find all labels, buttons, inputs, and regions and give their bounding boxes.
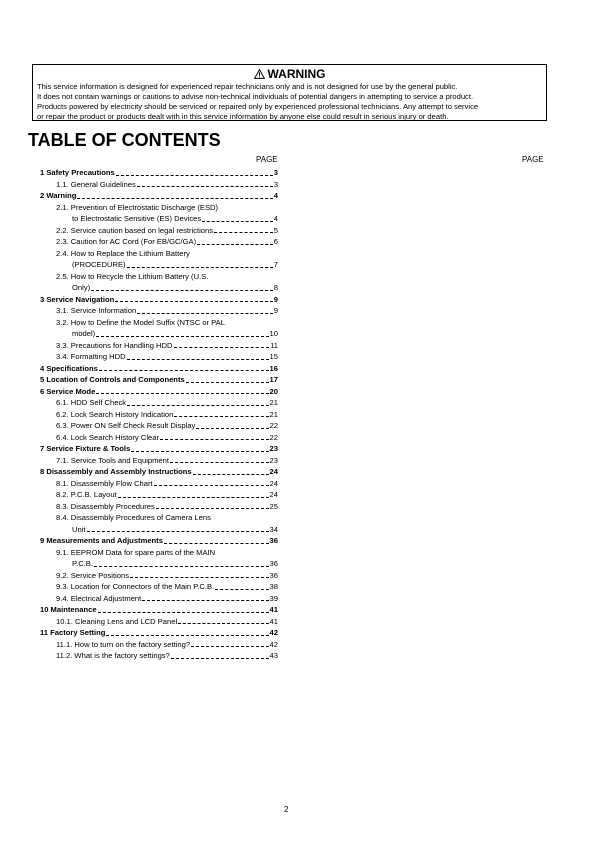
warning-line: It does not contain warnings or cautions to advise non-technical individuals of potential dangers in attempting to service a product. [37, 92, 474, 101]
toc-entry-title: 8 Disassembly and Assembly Instructions [40, 467, 192, 476]
toc-entry-title: 7 Service Fixture & Tools [40, 444, 131, 453]
toc-entry-page: 16 [269, 363, 278, 373]
toc-entry-title: 8.2. P.C.B. Layout [56, 490, 117, 499]
toc-entry-title: 11.2. What is the factory settings? [56, 651, 170, 660]
toc-entry-page: 36 [269, 570, 278, 580]
warning-triangle-icon [254, 69, 265, 79]
toc-entry-line: 2.1. Prevention of Electrostatic Discharge (ESD) [56, 202, 219, 212]
toc-entry[interactable] [32, 259, 278, 271]
toc-entry-title: 3.3. Precautions for Handling HDD [56, 340, 173, 350]
toc-entry-page: 36 [269, 536, 278, 545]
toc-entry-page: 15 [269, 352, 278, 361]
toc-entry-title: 9.4. Electrical Adjustment [56, 593, 142, 603]
toc-entry-page: 4 [273, 214, 278, 223]
toc-entry-title: 1 Safety Precautions [40, 168, 115, 177]
toc-entry-line: 2.5. How to Recycle the Lithium Battery (U.S. [56, 271, 209, 281]
toc-entry-page: 42 [269, 639, 278, 649]
toc-entry-title: model) [72, 329, 96, 338]
toc-entry-page: 4 [273, 191, 278, 200]
toc-list [32, 167, 278, 662]
toc-entry-page: 41 [269, 605, 278, 614]
toc-entry-title: to Electrostatic Sensitive (ES) Devices [72, 214, 202, 223]
toc-entry-page: 24 [269, 490, 278, 499]
warning-title [37, 67, 542, 82]
toc-entry-title: 2.2. Service caution based on legal restrictions [56, 225, 214, 235]
toc-entry-title: 3.4. Formatting HDD [56, 352, 126, 361]
toc-entry-line: 2.4. How to Replace the Lithium Battery [56, 248, 190, 258]
toc-entry-line: 9.1. EEPROM Data for spare parts of the MAIN [56, 547, 216, 557]
toc-entry-page: 11 [270, 340, 278, 350]
toc-entry-title: 6.2. Lock Search History Indication [56, 409, 174, 419]
toc-leader-dots [127, 255, 273, 268]
toc-entry-title: 7.1. Service Tools and Equipment [56, 455, 169, 465]
toc-entry-title: 6.3. Power ON Self Check Result Display [56, 421, 196, 430]
toc-entry[interactable] [32, 501, 278, 513]
toc-entry-page: 24 [269, 478, 278, 488]
toc-entry-title: 9.3. Location for Connectors of the Main P.C.B. [56, 582, 215, 591]
toc-entry-title: (PROCEDURE) [72, 260, 126, 269]
toc-entry-page: 5 [273, 225, 278, 235]
toc-entry-page: 21 [269, 409, 278, 419]
toc-entry-page: 41 [269, 616, 278, 626]
toc-entry-page: 3 [273, 168, 278, 177]
toc-entry-title: 9 Measurements and Adjustments [40, 536, 163, 545]
toc-leader-dots [156, 497, 269, 510]
toc-entry-title: 2 Warning [40, 191, 77, 200]
toc-entry-page: 7 [273, 260, 278, 269]
toc-entry-page: 21 [269, 398, 278, 407]
toc-entry-page: 6 [273, 237, 278, 246]
warning-line: This service information is designed for experienced repair technicians only and is not designed for use by the general public. [37, 82, 458, 91]
toc-entry-page: 38 [269, 582, 278, 591]
toc-heading: TABLE OF CONTENTS [28, 130, 221, 150]
toc-entry-title: 5 Location of Controls and Components [40, 375, 185, 384]
toc-entry-title: 8.3. Disassembly Procedures [56, 501, 155, 511]
toc-entry-page: 36 [269, 559, 278, 568]
toc-entry-page: 25 [269, 501, 278, 511]
toc-entry-title: 3.1. Service Information [56, 306, 137, 315]
toc-entry[interactable] [32, 190, 278, 202]
toc-entry-line: 8.4. Disassembly Procedures of Camera Lens [56, 513, 211, 522]
toc-entry-title: 4 Specifications [40, 363, 98, 373]
toc-entry-title: Unit [72, 524, 86, 534]
toc-entry-page: 9 [273, 306, 278, 315]
toc-entry-page: 24 [269, 467, 278, 476]
toc-entry-page: 39 [269, 593, 278, 603]
warning-line: or repair the product or products dealt with in this service information by anyone else could result in serious injury or death. [37, 112, 449, 121]
toc-entry[interactable] [32, 236, 278, 248]
toc-entry-page: 8 [273, 283, 278, 292]
toc-entry-title: P.C.B. [72, 559, 93, 568]
page-column-label-left: PAGE [256, 155, 278, 164]
toc-entry-page: 3 [273, 179, 278, 189]
toc-entry-title: 11 Factory Setting [40, 628, 106, 637]
toc-entry-title: 11.1. How to turn on the factory setting? [56, 639, 191, 649]
toc-entry-title: 2.3. Caution for AC Cord (For EB/GC/GA) [56, 237, 197, 246]
toc-entry-page: 10 [269, 329, 278, 338]
toc-entry-title: Only) [72, 283, 91, 292]
toc-entry-page: 20 [269, 386, 278, 396]
toc-entry-page: 17 [269, 375, 278, 384]
warning-box [32, 64, 547, 121]
toc-entry-page: 22 [269, 421, 278, 430]
toc-entry-title: 6 Service Mode [40, 386, 96, 396]
toc-entry-page: 23 [269, 444, 278, 453]
toc-entry-title: 1.1. General Guidelines [56, 179, 136, 189]
toc-entry-title: 8.1. Disassembly Flow Chart [56, 478, 153, 488]
toc-entry-page: 34 [269, 524, 278, 534]
toc-entry[interactable] [32, 305, 278, 317]
toc-leader-dots [137, 301, 273, 314]
toc-entry-title: 3 Service Navigation [40, 294, 115, 304]
toc-entry[interactable] [32, 535, 278, 547]
warning-title-text: WARNING [267, 67, 326, 81]
toc-entry-title: 10 Maintenance [40, 605, 97, 614]
toc-leader-dots [77, 186, 272, 199]
toc-entry-title: 10.1. Cleaning Lens and LCD Panel [56, 616, 178, 626]
toc-entry-title: 6.4. Lock Search History Clear [56, 432, 159, 442]
toc-entry-title: 6.1. HDD Self Check [56, 398, 127, 407]
toc-entry-title: 9.2. Service Positions [56, 570, 130, 580]
page-column-label-right: PAGE [522, 155, 544, 164]
toc-leader-dots [164, 531, 269, 544]
toc-entry[interactable] [32, 650, 278, 662]
page-number: 2 [284, 805, 289, 814]
toc-leader-dots [197, 232, 273, 245]
toc-entry-page: 9 [273, 294, 278, 304]
toc-entry-page: 23 [269, 455, 278, 465]
warning-line: Products powered by electricity should be serviced or repaired only by experienced professional technicians. Any attempt to service [37, 102, 479, 111]
toc-entry-line: 3.2. How to Define the Model Suffix (NTSC or PAL [56, 317, 225, 327]
toc-entry-page: 22 [269, 432, 278, 442]
toc-entry-page: 43 [269, 651, 278, 660]
toc-entry-page: 42 [269, 628, 278, 637]
toc-leader-dots [171, 646, 269, 659]
